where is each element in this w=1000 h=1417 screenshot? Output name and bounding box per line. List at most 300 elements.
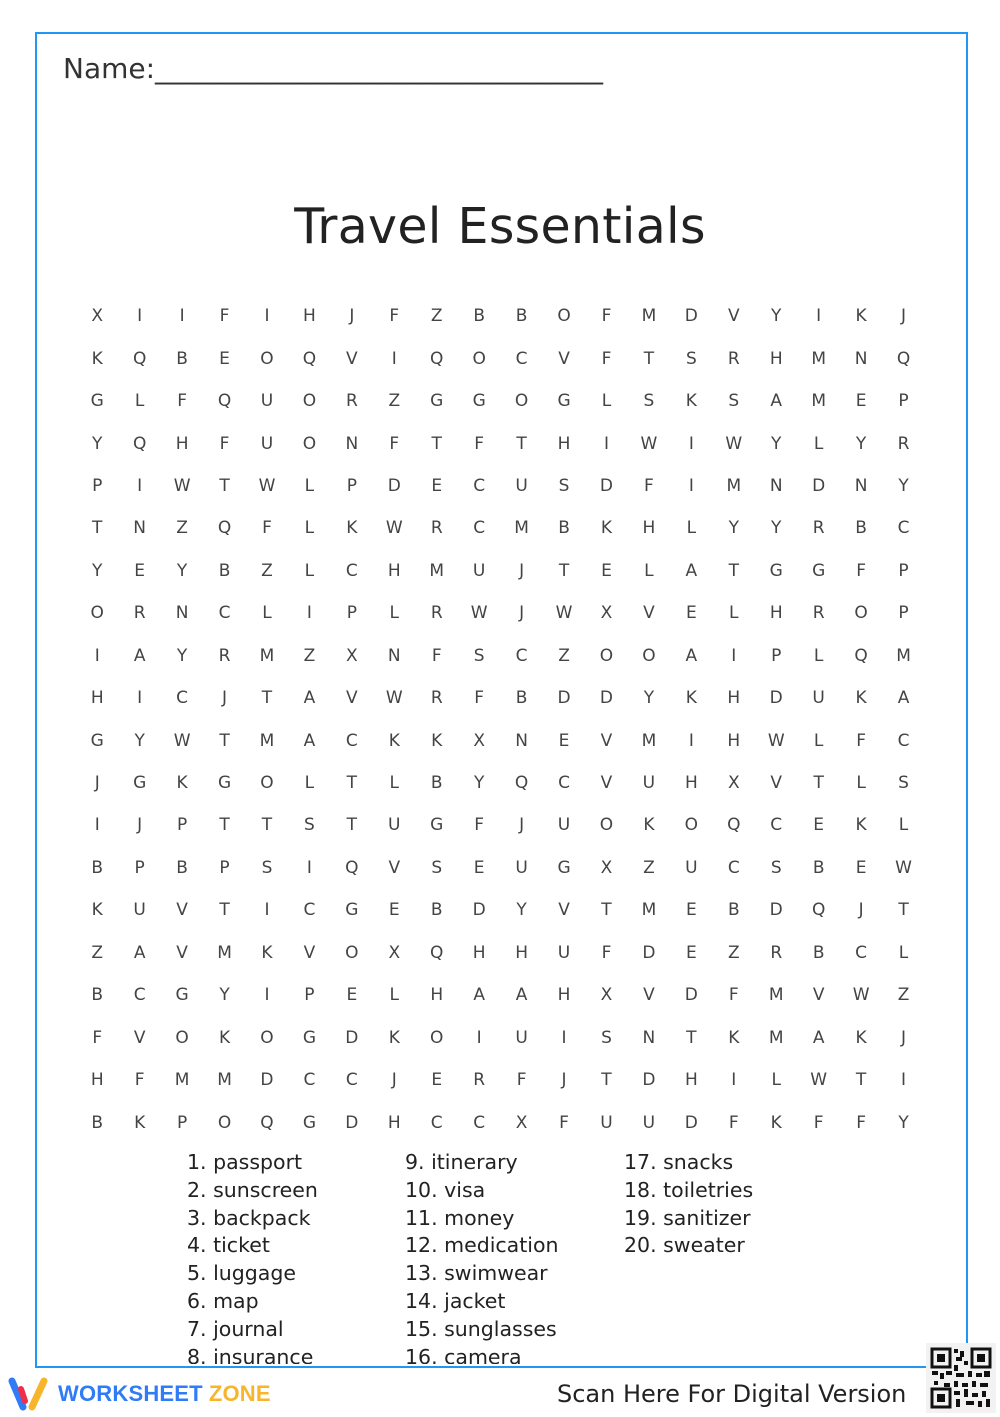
grid-cell[interactable]: L xyxy=(601,391,612,412)
grid-cell[interactable]: P xyxy=(134,857,145,878)
grid-cell[interactable]: H xyxy=(684,1070,698,1091)
grid-cell[interactable]: H xyxy=(642,518,656,539)
grid-cell[interactable]: E xyxy=(855,391,867,412)
grid-cell[interactable]: H xyxy=(90,688,104,709)
grid-cell[interactable]: F xyxy=(474,688,485,709)
grid-cell[interactable]: G xyxy=(557,391,571,412)
grid-cell[interactable]: S xyxy=(558,475,570,496)
grid-cell[interactable]: F xyxy=(177,391,187,412)
grid-cell[interactable]: G xyxy=(472,391,486,412)
grid-cell[interactable]: I xyxy=(561,1027,567,1048)
grid-cell[interactable]: D xyxy=(260,1070,274,1091)
grid-cell[interactable]: N xyxy=(515,730,528,751)
grid-cell[interactable]: C xyxy=(303,1070,316,1091)
grid-cell[interactable]: E xyxy=(855,857,867,878)
grid-cell[interactable]: T xyxy=(516,433,527,454)
grid-cell[interactable]: D xyxy=(345,1112,359,1133)
grid-cell[interactable]: G xyxy=(90,730,104,751)
grid-cell[interactable]: L xyxy=(304,475,315,496)
grid-cell[interactable]: R xyxy=(770,942,783,963)
grid-cell[interactable]: J xyxy=(349,306,355,327)
grid-cell[interactable]: O xyxy=(175,1027,189,1048)
grid-cell[interactable]: T xyxy=(728,560,739,581)
grid-cell[interactable]: E xyxy=(685,900,697,921)
grid-cell[interactable]: W xyxy=(895,857,912,878)
grid-cell[interactable]: D xyxy=(472,900,486,921)
grid-cell[interactable]: S xyxy=(261,857,273,878)
grid-cell[interactable]: F xyxy=(474,433,485,454)
grid-cell[interactable]: O xyxy=(302,433,317,454)
grid-cell[interactable]: C xyxy=(855,942,868,963)
grid-cell[interactable]: T xyxy=(601,900,612,921)
grid-cell[interactable]: W xyxy=(767,730,785,751)
grid-cell[interactable]: I xyxy=(137,475,143,496)
grid-cell[interactable]: F xyxy=(262,518,272,539)
grid-cell[interactable]: L xyxy=(644,560,654,581)
grid-cell[interactable]: H xyxy=(430,985,444,1006)
grid-cell[interactable]: Z xyxy=(558,645,570,666)
grid-cell[interactable]: L xyxy=(304,773,315,794)
grid-cell[interactable]: Z xyxy=(643,857,655,878)
grid-cell[interactable]: D xyxy=(684,1112,698,1133)
grid-cell[interactable]: B xyxy=(430,900,443,921)
grid-cell[interactable]: P xyxy=(219,857,230,878)
grid-cell[interactable]: F xyxy=(92,1027,103,1048)
grid-cell[interactable]: Y xyxy=(219,985,230,1006)
grid-cell[interactable]: Q xyxy=(132,348,147,369)
grid-cell[interactable]: K xyxy=(685,688,697,709)
grid-cell[interactable]: K xyxy=(600,518,613,539)
grid-cell[interactable]: Q xyxy=(260,1112,274,1133)
grid-cell[interactable]: R xyxy=(430,518,443,539)
grid-cell[interactable]: Q xyxy=(132,433,147,454)
grid-cell[interactable]: K xyxy=(643,815,655,836)
grid-cell[interactable]: W xyxy=(852,985,870,1006)
grid-cell[interactable]: B xyxy=(218,560,231,581)
grid-cell[interactable]: W xyxy=(725,433,743,454)
grid-cell[interactable]: Z xyxy=(388,391,401,412)
grid-cell[interactable]: X xyxy=(473,730,485,751)
grid-cell[interactable]: A xyxy=(897,688,910,709)
grid-cell[interactable]: T xyxy=(219,475,230,496)
grid-cell[interactable]: L xyxy=(771,1070,781,1091)
grid-cell[interactable]: W xyxy=(470,603,488,624)
grid-cell[interactable]: G xyxy=(430,391,444,412)
grid-cell[interactable]: W xyxy=(258,475,276,496)
grid-cell[interactable]: O xyxy=(557,306,571,327)
grid-cell[interactable]: U xyxy=(515,1027,528,1048)
grid-cell[interactable]: M xyxy=(259,645,275,666)
grid-cell[interactable]: O xyxy=(90,603,104,624)
grid-cell[interactable]: J xyxy=(137,815,143,836)
grid-cell[interactable]: C xyxy=(558,773,570,794)
grid-cell[interactable]: V xyxy=(600,773,613,794)
grid-cell[interactable]: Z xyxy=(176,518,188,539)
grid-cell[interactable]: F xyxy=(431,645,442,666)
grid-cell[interactable]: S xyxy=(643,391,655,412)
grid-cell[interactable]: Y xyxy=(92,560,103,581)
grid-cell[interactable]: E xyxy=(346,985,358,1006)
grid-cell[interactable]: I xyxy=(264,985,270,1006)
grid-cell[interactable]: Y xyxy=(176,560,188,581)
grid-cell[interactable]: F xyxy=(516,1070,527,1091)
grid-cell[interactable]: M xyxy=(768,1027,784,1048)
grid-cell[interactable]: N xyxy=(854,475,868,496)
grid-cell[interactable]: Q xyxy=(727,815,741,836)
grid-cell[interactable]: O xyxy=(642,645,656,666)
grid-cell[interactable]: U xyxy=(515,475,528,496)
grid-cell[interactable]: B xyxy=(176,348,188,369)
grid-cell[interactable]: V xyxy=(558,348,570,369)
grid-cell[interactable]: M xyxy=(174,1070,190,1091)
grid-cell[interactable]: K xyxy=(388,1027,400,1048)
grid-cell[interactable]: O xyxy=(514,391,529,412)
grid-cell[interactable]: G xyxy=(90,391,104,412)
grid-cell[interactable]: G xyxy=(302,1112,316,1133)
grid-cell[interactable]: E xyxy=(558,730,570,751)
grid-cell[interactable]: O xyxy=(599,815,614,836)
grid-cell[interactable]: B xyxy=(812,942,825,963)
grid-cell[interactable]: X xyxy=(388,942,401,963)
grid-cell[interactable]: P xyxy=(898,603,909,624)
grid-cell[interactable]: Z xyxy=(430,306,443,327)
grid-cell[interactable]: M xyxy=(896,645,911,666)
grid-cell[interactable]: I xyxy=(264,900,270,921)
grid-cell[interactable]: A xyxy=(303,730,316,751)
grid-cell[interactable]: I xyxy=(476,1027,482,1048)
grid-cell[interactable]: B xyxy=(515,306,528,327)
grid-cell[interactable]: O xyxy=(345,942,359,963)
grid-cell[interactable]: B xyxy=(727,900,740,921)
grid-cell[interactable]: F xyxy=(601,942,612,963)
grid-cell[interactable]: K xyxy=(855,815,867,836)
grid-cell[interactable]: I xyxy=(816,306,822,327)
grid-cell[interactable]: R xyxy=(430,603,443,624)
grid-cell[interactable]: F xyxy=(856,730,866,751)
grid-cell[interactable]: D xyxy=(599,475,614,496)
grid-cell[interactable]: K xyxy=(855,1027,867,1048)
grid-cell[interactable]: U xyxy=(812,688,825,709)
grid-cell[interactable]: C xyxy=(727,857,740,878)
grid-cell[interactable]: K xyxy=(134,1112,146,1133)
grid-cell[interactable]: D xyxy=(557,688,571,709)
grid-cell[interactable]: R xyxy=(727,348,740,369)
grid-cell[interactable]: L xyxy=(813,433,824,454)
grid-cell[interactable]: F xyxy=(601,348,612,369)
grid-cell[interactable]: T xyxy=(643,348,655,369)
grid-cell[interactable]: U xyxy=(515,857,528,878)
grid-cell[interactable]: E xyxy=(685,942,697,963)
grid-cell[interactable]: F xyxy=(728,985,739,1006)
grid-cell[interactable]: N xyxy=(769,475,783,496)
grid-cell[interactable]: L xyxy=(304,560,315,581)
grid-cell[interactable]: A xyxy=(473,985,485,1006)
grid-cell[interactable]: S xyxy=(304,815,315,836)
grid-cell[interactable]: G xyxy=(133,773,147,794)
grid-cell[interactable]: B xyxy=(855,518,867,539)
grid-cell[interactable]: E xyxy=(134,560,146,581)
grid-cell[interactable]: B xyxy=(91,857,104,878)
grid-cell[interactable]: V xyxy=(388,857,401,878)
grid-cell[interactable]: B xyxy=(558,518,570,539)
grid-cell[interactable]: G xyxy=(812,560,826,581)
grid-cell[interactable]: S xyxy=(601,1027,612,1048)
grid-cell[interactable]: A xyxy=(515,985,528,1006)
grid-cell[interactable]: P xyxy=(346,475,357,496)
grid-cell[interactable]: V xyxy=(176,942,188,963)
grid-cell[interactable]: B xyxy=(91,1112,104,1133)
grid-cell[interactable]: W xyxy=(173,475,191,496)
grid-cell[interactable]: R xyxy=(812,603,825,624)
grid-cell[interactable]: E xyxy=(685,603,697,624)
grid-cell[interactable]: C xyxy=(303,900,316,921)
grid-cell[interactable]: Q xyxy=(217,518,232,539)
grid-cell[interactable]: T xyxy=(431,433,442,454)
grid-cell[interactable]: D xyxy=(642,1070,656,1091)
name-field[interactable]: Name:________________________________ xyxy=(63,52,604,85)
grid-cell[interactable]: N xyxy=(854,348,868,369)
grid-cell[interactable]: B xyxy=(473,306,485,327)
grid-cell[interactable]: H xyxy=(472,942,486,963)
qr-code-icon[interactable] xyxy=(926,1343,996,1413)
grid-cell[interactable]: Y xyxy=(771,518,782,539)
grid-cell[interactable]: F xyxy=(601,306,612,327)
grid-cell[interactable]: C xyxy=(515,645,528,666)
grid-cell[interactable]: O xyxy=(217,1112,232,1133)
grid-cell[interactable]: I xyxy=(688,433,694,454)
grid-cell[interactable]: D xyxy=(345,1027,359,1048)
grid-cell[interactable]: H xyxy=(769,603,783,624)
grid-cell[interactable]: H xyxy=(387,560,401,581)
grid-cell[interactable]: M xyxy=(641,730,657,751)
grid-cell[interactable]: C xyxy=(345,1070,358,1091)
grid-cell[interactable]: Y xyxy=(771,306,782,327)
grid-cell[interactable]: U xyxy=(642,1112,656,1133)
grid-cell[interactable]: Q xyxy=(430,942,444,963)
grid-cell[interactable]: C xyxy=(176,688,189,709)
grid-cell[interactable]: G xyxy=(217,773,232,794)
grid-cell[interactable]: T xyxy=(601,1070,612,1091)
grid-cell[interactable]: E xyxy=(431,475,443,496)
grid-cell[interactable]: U xyxy=(557,815,571,836)
grid-cell[interactable]: C xyxy=(473,1112,486,1133)
grid-cell[interactable]: P xyxy=(176,815,188,836)
grid-cell[interactable]: X xyxy=(600,857,613,878)
grid-cell[interactable]: V xyxy=(727,306,740,327)
grid-cell[interactable]: U xyxy=(388,815,401,836)
grid-cell[interactable]: K xyxy=(176,773,188,794)
grid-cell[interactable]: T xyxy=(558,560,570,581)
grid-cell[interactable]: O xyxy=(599,645,614,666)
grid-cell[interactable]: H xyxy=(175,433,189,454)
grid-cell[interactable]: M xyxy=(259,730,275,751)
grid-cell[interactable]: G xyxy=(557,857,571,878)
grid-cell[interactable]: K xyxy=(388,730,400,751)
grid-cell[interactable]: V xyxy=(600,730,613,751)
grid-cell[interactable]: V xyxy=(133,1027,146,1048)
grid-cell[interactable]: H xyxy=(769,348,783,369)
grid-cell[interactable]: J xyxy=(391,1070,397,1091)
grid-cell[interactable]: F xyxy=(856,1112,866,1133)
grid-cell[interactable]: D xyxy=(769,688,783,709)
grid-cell[interactable]: M xyxy=(811,391,826,412)
grid-cell[interactable]: W xyxy=(385,518,403,539)
grid-cell[interactable]: C xyxy=(515,348,528,369)
grid-cell[interactable]: M xyxy=(726,475,742,496)
grid-cell[interactable]: M xyxy=(429,560,445,581)
grid-cell[interactable]: L xyxy=(389,773,400,794)
grid-cell[interactable]: Y xyxy=(898,475,909,496)
grid-cell[interactable]: O xyxy=(260,773,274,794)
grid-cell[interactable]: D xyxy=(769,900,783,921)
grid-cell[interactable]: C xyxy=(218,603,231,624)
grid-cell[interactable]: S xyxy=(728,391,740,412)
grid-cell[interactable]: T xyxy=(261,688,273,709)
grid-cell[interactable]: H xyxy=(557,985,571,1006)
grid-cell[interactable]: P xyxy=(92,475,103,496)
grid-cell[interactable]: S xyxy=(770,857,782,878)
grid-cell[interactable]: V xyxy=(176,900,188,921)
grid-cell[interactable]: K xyxy=(770,1112,782,1133)
grid-cell[interactable]: I xyxy=(306,857,312,878)
grid-cell[interactable]: R xyxy=(897,433,910,454)
grid-cell[interactable]: V xyxy=(303,942,316,963)
grid-cell[interactable]: E xyxy=(601,560,612,581)
grid-cell[interactable]: N xyxy=(642,1027,656,1048)
grid-cell[interactable]: A xyxy=(812,1027,825,1048)
grid-cell[interactable]: H xyxy=(727,688,741,709)
grid-cell[interactable]: J xyxy=(858,900,864,921)
grid-cell[interactable]: D xyxy=(684,306,698,327)
grid-cell[interactable]: K xyxy=(431,730,443,751)
grid-cell[interactable]: J xyxy=(901,306,907,327)
grid-cell[interactable]: B xyxy=(176,857,188,878)
grid-cell[interactable]: M xyxy=(217,942,232,963)
grid-cell[interactable]: I xyxy=(179,306,185,327)
grid-cell[interactable]: Q xyxy=(854,645,868,666)
grid-cell[interactable]: Z xyxy=(91,942,104,963)
grid-cell[interactable]: G xyxy=(769,560,783,581)
grid-cell[interactable]: F xyxy=(644,475,654,496)
grid-cell[interactable]: T xyxy=(219,900,230,921)
grid-cell[interactable]: K xyxy=(728,1027,740,1048)
grid-cell[interactable]: J xyxy=(222,688,228,709)
grid-cell[interactable]: T xyxy=(686,1027,697,1048)
grid-cell[interactable]: A xyxy=(685,645,698,666)
grid-cell[interactable]: C xyxy=(897,730,910,751)
grid-cell[interactable]: G xyxy=(302,1027,316,1048)
grid-cell[interactable]: O xyxy=(260,1027,274,1048)
grid-cell[interactable]: Q xyxy=(896,348,911,369)
grid-cell[interactable]: Q xyxy=(811,900,826,921)
grid-cell[interactable]: T xyxy=(813,773,824,794)
grid-cell[interactable]: U xyxy=(642,773,656,794)
grid-cell[interactable]: W xyxy=(555,603,573,624)
grid-cell[interactable]: V xyxy=(770,773,783,794)
grid-cell[interactable]: F xyxy=(813,1112,824,1133)
grid-cell[interactable]: Q xyxy=(514,773,529,794)
grid-cell[interactable]: L xyxy=(389,985,400,1006)
grid-cell[interactable]: T xyxy=(346,773,358,794)
grid-cell[interactable]: H xyxy=(557,433,571,454)
grid-cell[interactable]: M xyxy=(217,1070,232,1091)
grid-cell[interactable]: P xyxy=(898,391,909,412)
grid-cell[interactable]: Y xyxy=(176,645,188,666)
grid-cell[interactable]: L xyxy=(686,518,697,539)
grid-cell[interactable]: I xyxy=(264,306,270,327)
grid-cell[interactable]: T xyxy=(855,1070,867,1091)
grid-cell[interactable]: D xyxy=(387,475,401,496)
grid-cell[interactable]: U xyxy=(133,900,146,921)
grid-cell[interactable]: Q xyxy=(430,348,444,369)
grid-cell[interactable]: Z xyxy=(727,942,740,963)
grid-cell[interactable]: H xyxy=(727,730,741,751)
grid-cell[interactable]: O xyxy=(302,391,317,412)
grid-cell[interactable]: U xyxy=(600,1112,613,1133)
grid-cell[interactable]: I xyxy=(603,433,609,454)
grid-cell[interactable]: P xyxy=(346,603,357,624)
grid-cell[interactable]: A xyxy=(685,560,698,581)
grid-cell[interactable]: X xyxy=(727,773,740,794)
grid-cell[interactable]: L xyxy=(813,645,824,666)
grid-cell[interactable]: Y xyxy=(473,773,485,794)
grid-cell[interactable]: A xyxy=(770,391,783,412)
grid-cell[interactable]: J xyxy=(519,815,525,836)
grid-cell[interactable]: H xyxy=(90,1070,104,1091)
grid-cell[interactable]: C xyxy=(473,475,486,496)
grid-cell[interactable]: F xyxy=(389,433,400,454)
grid-cell[interactable]: R xyxy=(473,1070,486,1091)
grid-cell[interactable]: C xyxy=(770,815,783,836)
grid-cell[interactable]: S xyxy=(898,773,909,794)
grid-cell[interactable]: J xyxy=(901,1027,907,1048)
grid-cell[interactable]: O xyxy=(430,1027,444,1048)
grid-cell[interactable]: I xyxy=(306,603,312,624)
grid-cell[interactable]: B xyxy=(515,688,528,709)
grid-cell[interactable]: X xyxy=(91,306,104,327)
grid-cell[interactable]: Y xyxy=(92,433,103,454)
grid-cell[interactable]: H xyxy=(303,306,316,327)
grid-cell[interactable]: Y xyxy=(855,433,867,454)
grid-cell[interactable]: H xyxy=(387,1112,401,1133)
grid-cell[interactable]: S xyxy=(685,348,697,369)
grid-cell[interactable]: J xyxy=(561,1070,567,1091)
grid-cell[interactable]: Y xyxy=(728,518,739,539)
grid-cell[interactable]: P xyxy=(898,560,909,581)
grid-cell[interactable]: I xyxy=(94,815,100,836)
grid-cell[interactable]: M xyxy=(641,900,657,921)
grid-cell[interactable]: T xyxy=(219,730,230,751)
grid-cell[interactable]: Y xyxy=(898,1112,909,1133)
grid-cell[interactable]: T xyxy=(92,518,103,539)
grid-cell[interactable]: K xyxy=(261,942,273,963)
grid-cell[interactable]: T xyxy=(261,815,273,836)
grid-cell[interactable]: F xyxy=(474,815,485,836)
grid-cell[interactable]: U xyxy=(472,560,486,581)
grid-cell[interactable]: G xyxy=(175,985,189,1006)
grid-cell[interactable]: I xyxy=(391,348,397,369)
grid-cell[interactable]: Y xyxy=(771,433,782,454)
grid-cell[interactable]: I xyxy=(137,688,143,709)
grid-cell[interactable]: S xyxy=(473,645,485,666)
grid-cell[interactable]: J xyxy=(94,773,100,794)
grid-cell[interactable]: O xyxy=(472,348,486,369)
grid-cell[interactable]: K xyxy=(91,348,103,369)
grid-cell[interactable]: M xyxy=(768,985,784,1006)
grid-cell[interactable]: L xyxy=(134,391,145,412)
grid-cell[interactable]: G xyxy=(345,900,359,921)
grid-cell[interactable]: K xyxy=(685,391,697,412)
